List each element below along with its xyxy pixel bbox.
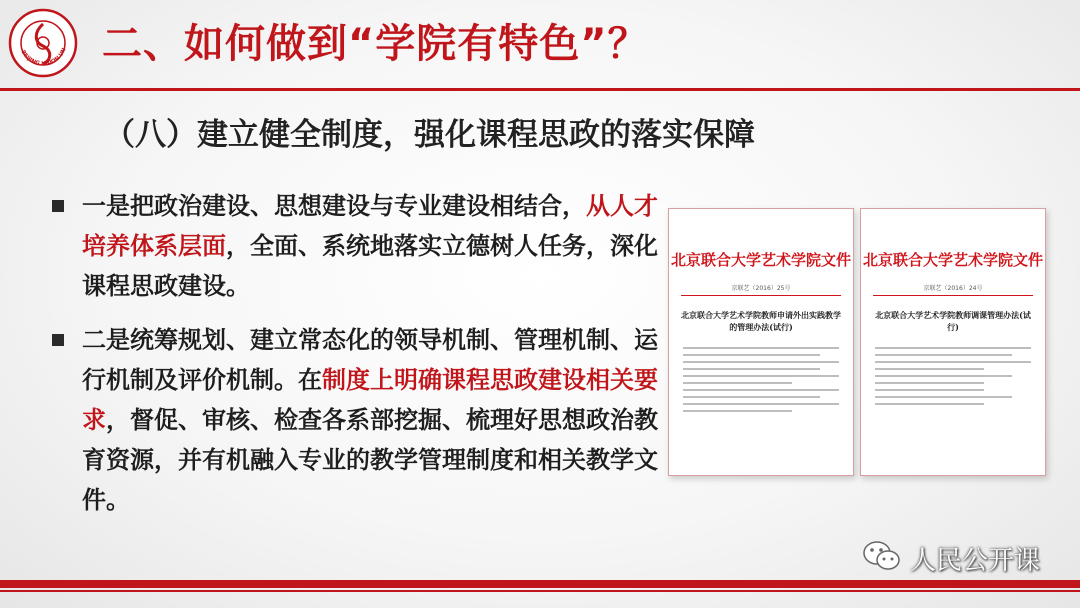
bullet-item <box>48 186 660 306</box>
bullet-text-plain: ，全面、系统地落实立德树人任务，深化课程思政建设。 <box>82 232 658 300</box>
slide-header <box>0 0 1080 92</box>
bullet-text <box>82 320 660 520</box>
footer-rule <box>0 590 1080 592</box>
document-image <box>860 208 1046 476</box>
bullet-text <box>82 186 660 306</box>
document-body-lines <box>875 343 1031 410</box>
logo-text: BEIJING UNION UN <box>19 47 68 68</box>
watermark-text: 人民公开课 <box>910 545 1041 576</box>
watermark <box>862 538 1040 578</box>
bullet-text-plain: ，督促、审核、检查各系部挖掘、梳理好思想政治教育资源，并有机融入专业的教学管理制度和相关教学文件。 <box>82 406 658 514</box>
bullet-item <box>48 320 660 520</box>
wechat-icon <box>862 539 902 577</box>
bullet-list <box>48 186 660 534</box>
document-number: 京联艺（2016）25号 <box>731 285 791 292</box>
document-body-lines <box>683 343 839 417</box>
bullet-text-highlight: 从人才培养体系层面 <box>82 192 658 260</box>
footer-bar <box>0 580 1080 588</box>
document-heading: 北京联合大学艺术学院文件 <box>670 251 851 269</box>
page-title: 二、如何做到“学院有特色”？ <box>102 21 649 67</box>
document-heading: 北京联合大学艺术学院文件 <box>862 251 1043 269</box>
bullet-text-highlight: 制度上明确课程思政建设相关要求 <box>82 366 658 434</box>
document-title: 北京联合大学艺术学院教师申请外出实践教学的管理办法(试行) <box>681 310 841 332</box>
document-title: 北京联合大学艺术学院教师调课管理办法(试行) <box>875 310 1031 332</box>
square-bullet-icon <box>52 334 64 346</box>
bullet-text-plain: 二是统筹规划、建立常态化的领导机制、管理机制、运行机制及评价机制。在 <box>82 326 658 394</box>
header-divider <box>0 88 1080 91</box>
document-divider <box>681 295 841 296</box>
bullet-text-plain: 一是把政治建设、思想建设与专业建设相结合， <box>82 192 586 220</box>
document-image <box>668 208 854 476</box>
document-divider <box>873 295 1033 296</box>
document-number: 京联艺（2016）24号 <box>923 285 983 292</box>
university-seal-icon <box>8 8 78 78</box>
square-bullet-icon <box>52 200 64 212</box>
section-subtitle: （八）建立健全制度，强化课程思政的落实保障 <box>104 117 755 153</box>
